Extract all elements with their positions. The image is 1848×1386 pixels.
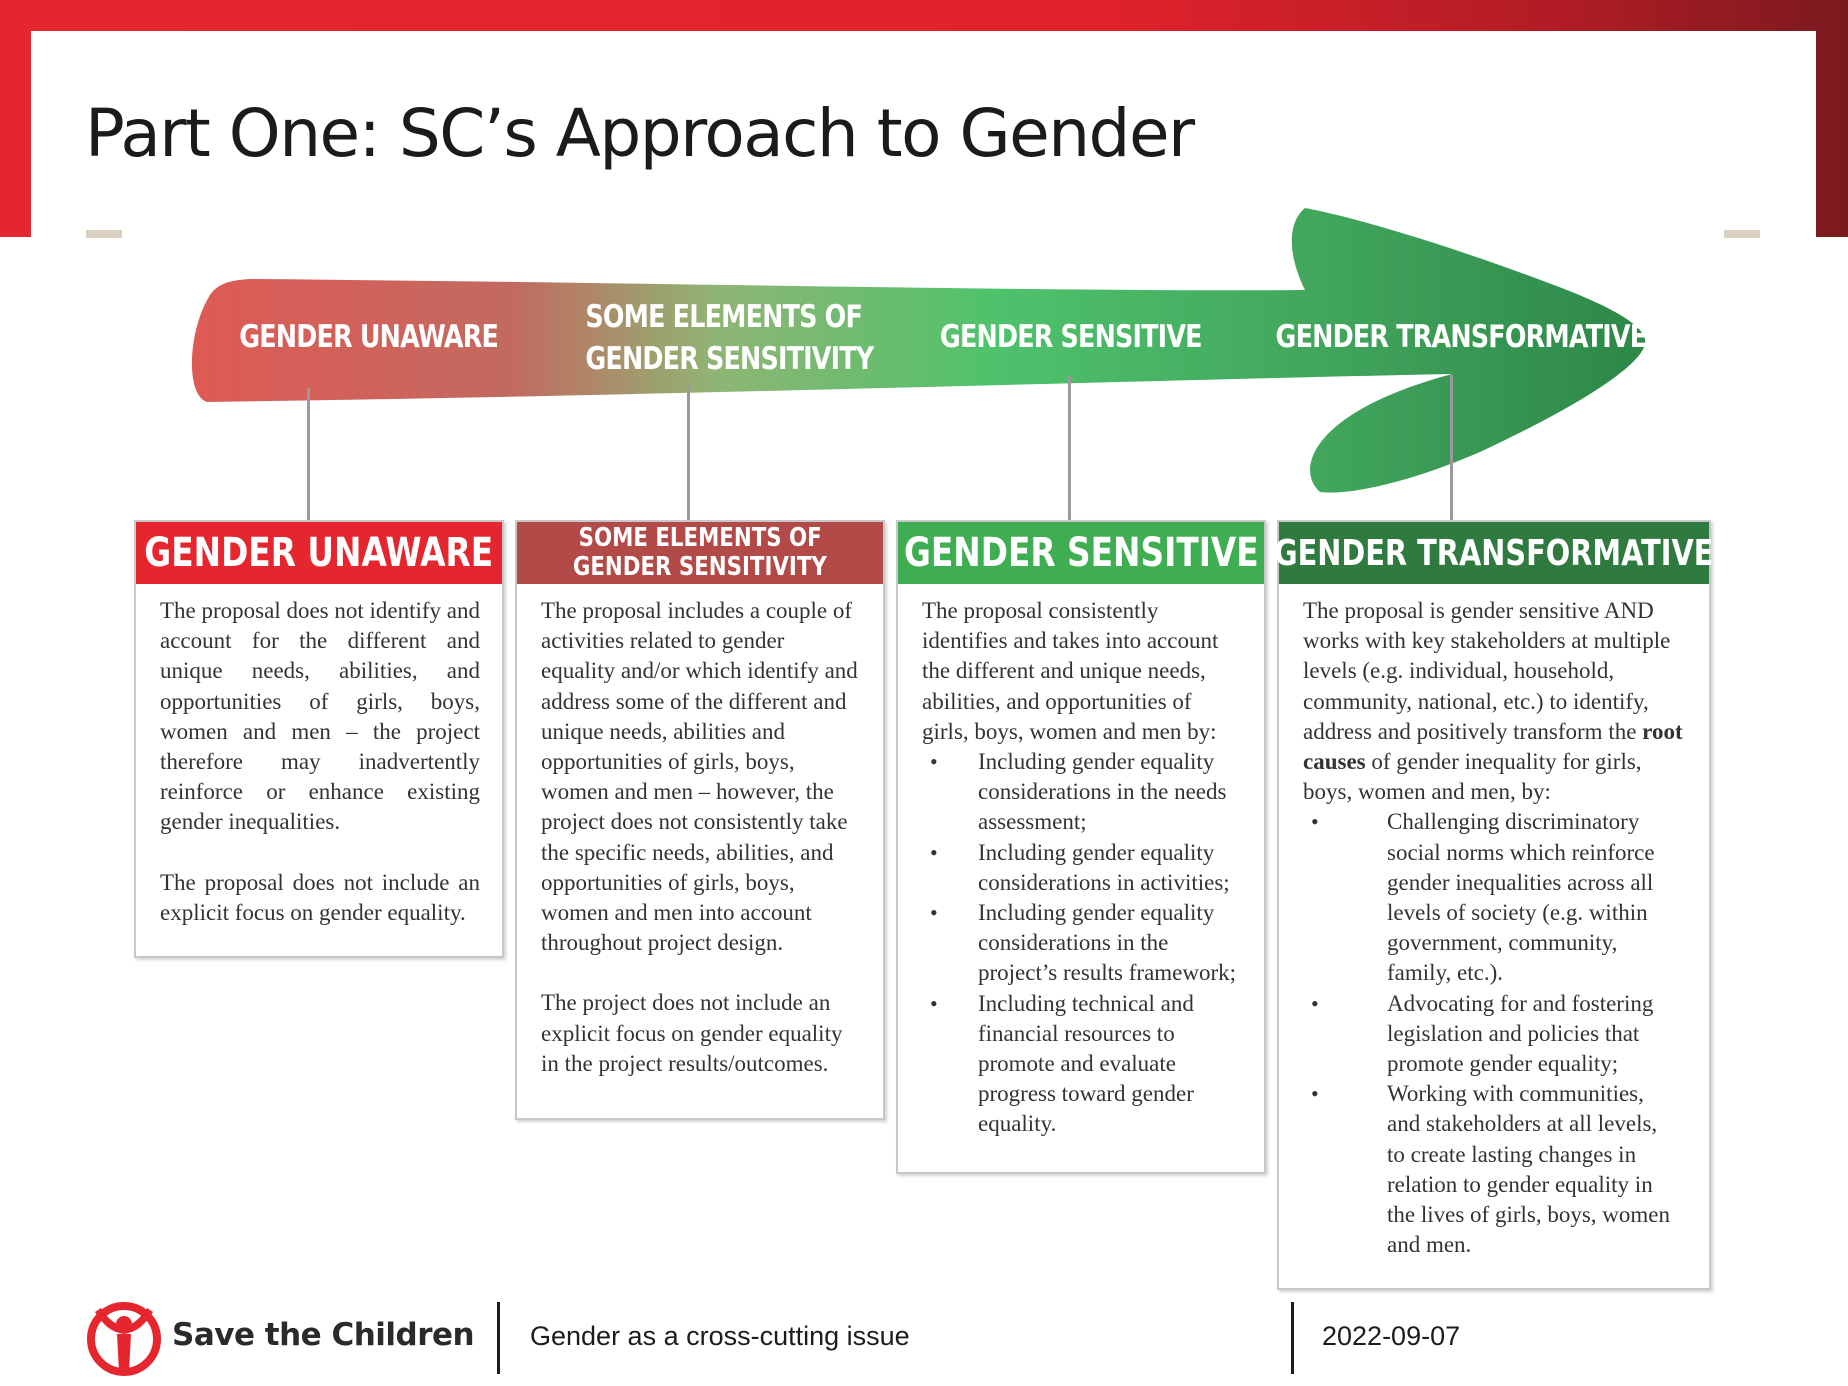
box-header-transformative: GENDER TRANSFORMATIVE	[1279, 522, 1709, 584]
list-item: • Including gender equality considerations in activities;	[922, 838, 1242, 898]
box-body-sensitive: The proposal consistently identifies and takes into account the different and unique needs, abilities, and opportunities of girls, boys, women and men by: • Including gender equality considerations in the needs assessment; • Including gender equality considerations in activities; • Including gender equality considerations in the project’s results framework; • Including technical and financial resources to promote and evaluate progress toward gender equality.	[898, 584, 1264, 1150]
arrow-label-sensitive: GENDER SENSITIVE	[939, 319, 1202, 355]
connector-line-transformative	[1450, 375, 1453, 520]
transformative-bullet-list	[1303, 807, 1687, 1260]
list-item: • Including gender equality considerations in the project’s results framework;	[922, 898, 1242, 989]
save-the-children-logo-icon	[85, 1298, 163, 1376]
sensitive-bullet-list	[922, 747, 1242, 1140]
arrow-label-unaware: GENDER UNAWARE	[239, 319, 499, 355]
box-header-some-elements: SOME ELEMENTS OF GENDER SENSITIVITY	[517, 522, 883, 584]
box-some-elements	[515, 520, 885, 1120]
footer-divider-right	[1291, 1302, 1294, 1374]
brand-name: Save the Children	[172, 1317, 475, 1353]
footer-divider-left	[497, 1302, 500, 1374]
connector-line-some-elements	[687, 385, 690, 520]
box-body-some-elements: The proposal includes a couple of activities related to gender equality and/or which identify and address some of the different and unique needs, abilities and opportunities of girls, boys, women and men – however, the project does not consistently take the specific needs, abilities, and opportunities of girls, boys, women and men into account throughout project design. The project does not include an explicit focus on gender equality in the project results/outcomes.	[541, 598, 858, 1076]
box-body-unaware: The proposal does not identify and account for the different and unique needs, abilities, and opportunities of girls, boys, women and men – the project therefore may inadvertently reinforce or enhance existing gender inequalities. The proposal does not include an explicit focus on gender equality.	[160, 598, 481, 925]
box-header-sensitive: GENDER SENSITIVE	[898, 522, 1264, 584]
root-causes-emphasis: root causes	[1303, 718, 1683, 775]
list-item: • Working with communities, and stakeholders at all levels, to create lasting changes in relation to gender equality in the lives of girls, boys, women and men.	[1303, 1079, 1677, 1260]
box-gender-unaware	[134, 520, 504, 958]
connector-line-unaware	[307, 388, 310, 520]
connector-line-sensitive	[1068, 376, 1071, 520]
box-body-transformative: The proposal is gender sensitive AND works with key stakeholders at multiple levels (e.g. individual, household, community, national, etc.) to identify, address and positively transform the root causes of gender inequality for girls, boys, women and men, by: • Challenging discriminatory social norms which reinforce gender inequalities across all levels of society (e.g. within government, community, family, etc.). • Advocating for and fostering legislation and policies that promote gender equality; • Working with communities, and stakeholders at all levels, to create lasting changes in relation to gender equality in the lives of girls, boys, women and men.	[1279, 584, 1709, 1270]
footer-date: 2022-09-07	[1322, 1321, 1461, 1351]
arrow-label-transformative: GENDER TRANSFORMATIVE	[1275, 319, 1647, 355]
list-item: • Including technical and financial resources to promote and evaluate progress toward gender equality.	[922, 989, 1242, 1140]
arrow-label-some-elements: SOME ELEMENTS OF GENDER SENSITIVITY	[585, 299, 874, 377]
list-item: • Including gender equality considerations in the needs assessment;	[922, 747, 1242, 838]
list-item: • Challenging discriminatory social norms which reinforce gender inequalities across all levels of society (e.g. within government, community, family, etc.).	[1303, 807, 1677, 988]
box-gender-sensitive	[896, 520, 1266, 1174]
box-gender-transformative	[1274, 520, 1714, 1290]
box-header-unaware: GENDER UNAWARE	[136, 522, 502, 584]
page-title: Part One: SC’s Approach to Gender	[85, 95, 1194, 172]
footer-topic: Gender as a cross-cutting issue	[530, 1321, 910, 1351]
gender-spectrum-arrow	[0, 0, 1848, 520]
list-item: • Advocating for and fostering legislation and policies that promote gender equality;	[1303, 989, 1677, 1080]
